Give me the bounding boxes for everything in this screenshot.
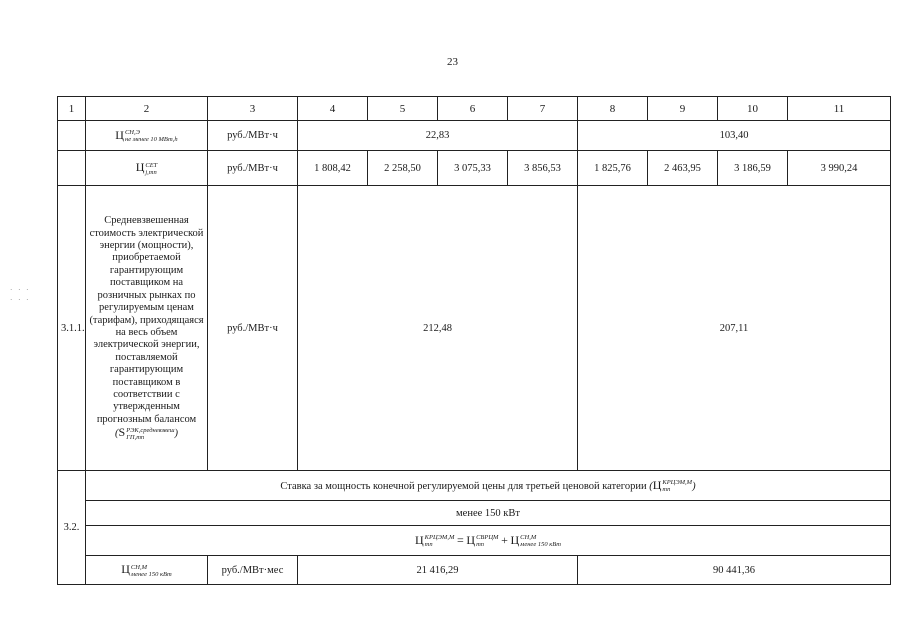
value-cell: 207,11 <box>578 186 891 471</box>
value-cell: 103,40 <box>578 121 891 151</box>
col-header: 2 <box>86 97 208 121</box>
description-cell <box>86 186 208 471</box>
column-number-row <box>58 97 891 121</box>
row-number-cell <box>58 121 86 151</box>
symbol-s-gp: (S РЭК,средневзвеш ГП,тп ) <box>115 425 178 441</box>
col-header: 8 <box>578 97 648 121</box>
page-number: 23 <box>447 56 458 68</box>
value-cell: 1 808,42 <box>298 151 368 186</box>
value-cell: 3 856,53 <box>508 151 578 186</box>
unit-cell: руб./МВт·мес <box>208 556 298 585</box>
value-cell: 1 825,76 <box>578 151 648 186</box>
value-cell: 2 463,95 <box>648 151 718 186</box>
row-number-cell: 3.2. <box>58 471 86 585</box>
margin-scan-marks: · · · · · · <box>10 286 31 304</box>
value-cell: 21 416,29 <box>298 556 578 585</box>
col-header: 1 <box>58 97 86 121</box>
value-cell: 3 075,33 <box>438 151 508 186</box>
formula: Ц КРЦЭМ,М тп = Ц СВРЦМ тп + Ц СН,М менее 150 кВт <box>415 532 561 549</box>
unit-cell: руб./МВт·ч <box>208 151 298 186</box>
value-cell: 3 990,24 <box>788 151 891 186</box>
unit-cell: руб./МВт·ч <box>208 121 298 151</box>
value-cell: 22,83 <box>298 121 578 151</box>
symbol-cell <box>86 121 208 151</box>
table-row <box>58 121 891 151</box>
description-text: Средневзвешенная стоимость электрической энергии (мощности), приобретаемой гарантирующим поставщиком на розничных рынках по регулируемым ценам (тарифам), приходящаяся на весь объем электрической энергии, поставляемой гарантирующим поставщиком в соответствии с утвержденным прогнозным балансом <box>89 215 204 425</box>
symbol-cell <box>86 556 208 585</box>
table-row <box>58 151 891 186</box>
symbol-c-krcem: (Ц КРЦЭМ,М тп ) <box>649 477 696 494</box>
col-header: 11 <box>788 97 891 121</box>
value-cell: 212,48 <box>298 186 578 471</box>
value-cell: 90 441,36 <box>578 556 891 585</box>
table-row <box>58 186 891 471</box>
col-header: 7 <box>508 97 578 121</box>
value-cell: 2 258,50 <box>368 151 438 186</box>
subsection-cell: менее 150 кВт <box>86 501 891 526</box>
symbol-cell <box>86 151 208 186</box>
col-header: 3 <box>208 97 298 121</box>
unit-cell: руб./МВт·ч <box>208 186 298 471</box>
col-header: 5 <box>368 97 438 121</box>
row-number-cell: 3.1.1. <box>58 186 86 471</box>
symbol-c-set: Ц СЕТ j,тп <box>135 160 158 176</box>
section-title-cell <box>86 471 891 501</box>
col-header: 9 <box>648 97 718 121</box>
row-number-cell <box>58 151 86 186</box>
value-cell: 3 186,59 <box>718 151 788 186</box>
table-row <box>58 526 891 556</box>
table-row <box>58 556 891 585</box>
col-header: 10 <box>718 97 788 121</box>
formula-cell <box>86 526 891 556</box>
symbol-c-sn-m: Ц СН,М менее 150 кВт <box>121 562 172 578</box>
table-row <box>58 471 891 501</box>
col-header: 6 <box>438 97 508 121</box>
tariff-table <box>57 96 891 585</box>
symbol-c-sn-e: Ц СН,Э не менее 10 МВт,h <box>115 127 178 144</box>
section-title-text: Ставка за мощность конечной регулируемой цены для третьей ценовой категории <box>280 480 647 492</box>
table-row <box>58 501 891 526</box>
col-header: 4 <box>298 97 368 121</box>
